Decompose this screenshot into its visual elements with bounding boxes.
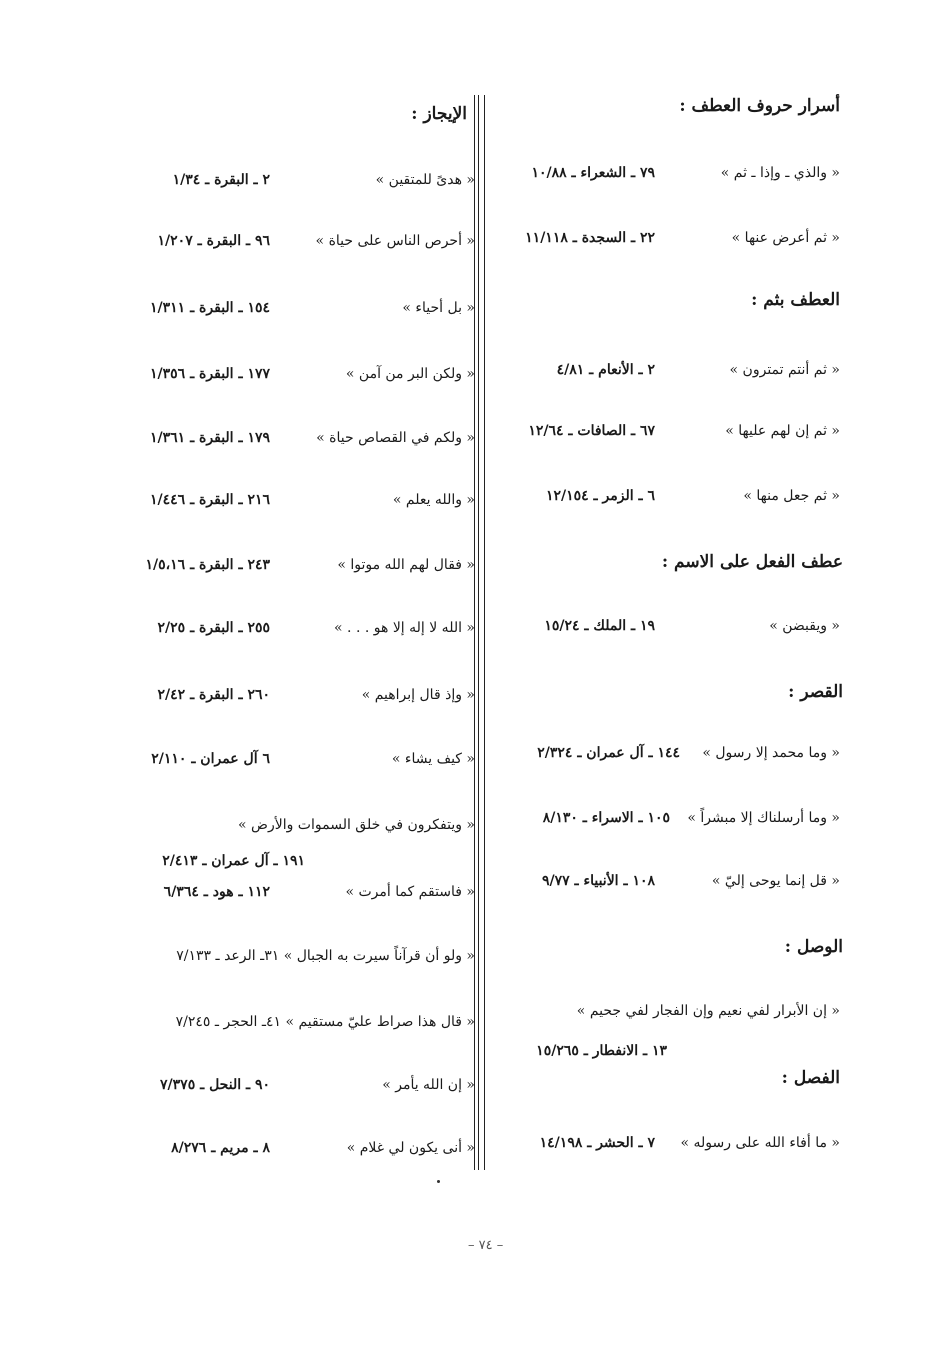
- entry-reference: ١٧٩ ـ البقرة ـ ١/٣٦١: [150, 430, 270, 446]
- entry-quote: « ويتفكرون في خلق السموات والأرض »: [238, 817, 475, 833]
- entry-quote: « وإذ قال إبراهيم »: [361, 687, 475, 703]
- section-heading: الفصل :: [781, 1068, 840, 1088]
- entry-quote: « ثم أعرض عنها »: [731, 230, 840, 246]
- section-heading: عطف الفعل على الاسم :: [661, 552, 843, 572]
- entry-quote: « وما محمد إلا رسول »: [702, 745, 840, 761]
- entry-reference: ٧٩ ـ الشعراء ـ ١٠/٨٨: [531, 165, 655, 181]
- entry-reference: ١٣ ـ الانفطار ـ ١٥/٢٦٥: [536, 1043, 667, 1059]
- section-heading: الإيجاز :: [411, 104, 467, 124]
- section-heading: العطف بثم :: [751, 290, 840, 310]
- entry-reference: ١٠٨ ـ الأنبياء ـ ٩/٧٧: [541, 873, 655, 889]
- entry-reference: ٧ ـ الحشر ـ ١٤/١٩٨: [539, 1135, 655, 1151]
- entry-quote: « والله يعلم »: [392, 492, 475, 508]
- entry-reference: ٢٤٣ ـ البقرة ـ ١/٥،١٦: [145, 557, 270, 573]
- entry-reference: ٢ ـ الأنعام ـ ٤/٨١: [556, 362, 655, 378]
- entry-reference: ١٩ ـ الملك ـ ١٥/٢٤: [544, 618, 655, 634]
- section-heading: القصر :: [788, 682, 843, 702]
- entry-quote: « ما أفاء الله على رسوله »: [680, 1135, 840, 1151]
- entry-quote: « ولكم في القصاص حياة »: [316, 430, 475, 446]
- entry-line: « قال هذا صراط عليّ مستقيم » ٤١ـ الحجر ـ ٧/٢٤٥: [175, 1014, 475, 1030]
- entry-reference: ٢ ـ البقرة ـ ١/٣٤: [172, 172, 270, 188]
- entry-quote: « إن الله يأمر »: [382, 1077, 475, 1093]
- entry-quote: « أنى يكون لي غلام »: [346, 1140, 475, 1156]
- entry-quote: « بل أحياء »: [402, 300, 475, 316]
- entry-quote: « فاستقم كما أمرت »: [345, 884, 475, 900]
- entry-reference: ٢١٦ ـ البقرة ـ ١/٤٤٦: [150, 492, 270, 508]
- entry-quote: « كيف يشاء »: [391, 751, 475, 767]
- entry-reference: ٩٦ ـ البقرة ـ ١/٢٠٧: [157, 233, 270, 249]
- entry-quote: « هدىً للمتقين »: [375, 172, 475, 188]
- entry-reference: ٦ ـ الزمر ـ ١٢/١٥٤: [545, 488, 655, 504]
- entry-reference: ١٩١ ـ آل عمران ـ ٢/٤١٣: [162, 853, 305, 869]
- entry-quote: « ويقبضن »: [769, 618, 840, 634]
- entry-reference: ١٠٥ ـ الاسراء ـ ٨/١٣٠: [542, 810, 670, 826]
- page-number: – ٧٤ –: [468, 1238, 504, 1253]
- entry-reference: ٦٧ ـ الصافات ـ ١٢/٦٤: [528, 423, 655, 439]
- entry-reference: ٨ ـ مريم ـ ٨/٢٧٦: [171, 1140, 270, 1156]
- entry-quote: « ثم جعل منها »: [743, 488, 840, 504]
- entry-quote: « وما أرسلناك إلا مبشراً »: [687, 810, 840, 826]
- entry-reference: ٢٢ ـ السجدة ـ ١١/١١٨: [525, 230, 655, 246]
- entry-quote: « ولكن البر من آمن »: [345, 366, 475, 382]
- entry-quote: « ثم إن لهم عليها »: [725, 423, 840, 439]
- entry-quote: « إن الأبرار لفي نعيم وإن الفجار لفي جحيم »: [576, 1003, 840, 1019]
- entry-reference: ١٧٧ ـ البقرة ـ ١/٣٥٦: [150, 366, 270, 382]
- entry-reference: ٢٥٥ ـ البقرة ـ ٢/٢٥: [157, 620, 270, 636]
- entry-reference: ٩٠ ـ النحل ـ ٧/٣٧٥: [160, 1077, 270, 1093]
- entry-quote: « فقال لهم الله موتوا »: [337, 557, 475, 573]
- entry-quote: « ثم أنتم تمترون »: [729, 362, 840, 378]
- entry-reference: ٢٦٠ ـ البقرة ـ ٢/٤٢: [157, 687, 270, 703]
- section-heading: الوصل :: [784, 937, 843, 957]
- decorative-dot: [437, 1180, 440, 1183]
- entry-quote: « الله لا إله إلا هو . . . »: [334, 620, 475, 636]
- entry-reference: ٦ آل عمران ـ ٢/١١٠: [151, 751, 270, 767]
- section-heading: أسرار حروف العطف :: [679, 96, 840, 116]
- column-divider: [474, 95, 485, 1170]
- entry-quote: « والذي ـ وإذا ـ ثم »: [720, 165, 840, 181]
- entry-quote: « أحرص الناس على حياة »: [315, 233, 475, 249]
- entry-line: « ولو أن قرآناً سيرت به الجبال » ٣١ـ الرعد ـ ٧/١٣٣: [176, 948, 475, 964]
- entry-reference: ١١٢ ـ هود ـ ٦/٣٦٤: [163, 884, 270, 900]
- entry-reference: ١٤٤ ـ آل عمران ـ ٢/٣٢٤: [537, 745, 680, 761]
- entry-reference: ١٥٤ ـ البقرة ـ ١/٣١١: [150, 300, 270, 316]
- entry-quote: « قل إنما يوحى إليّ »: [711, 873, 840, 889]
